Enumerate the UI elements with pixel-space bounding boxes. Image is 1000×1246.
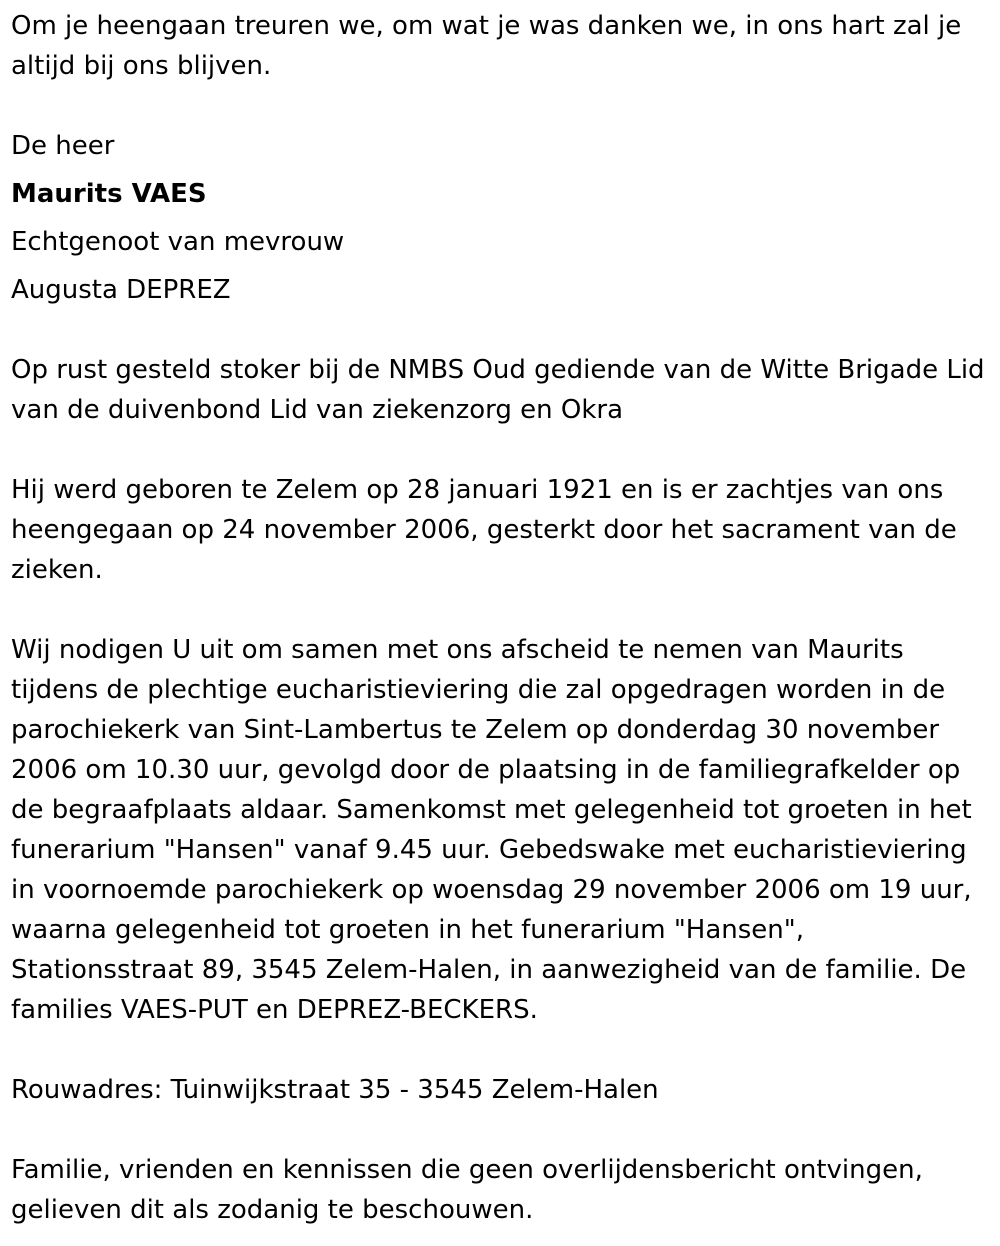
mourning-address: Rouwadres: Tuinwijkstraat 35 - 3545 Zelem-Halen (11, 1075, 659, 1105)
invitation-text: Wij nodigen U uit om samen met ons afscheid te nemen van Maurits tijdens de plechtige eucharistieviering die zal opgedragen worden in de parochiekerk van Sint-Lambertus te Zelem op donderdag 30 november 2006 om 10.30 uur, gevolgd door de plaatsing in de familiegrafkelder op de begraafplaats aldaar. Samenkomst met gelegenheid tot groeten in het funerarium "Hansen" vanaf 9.45 uur. Gebedswake met eucharistieviering in voornoemde parochiekerk op woensdag 29 november 2006 om 19 uur, waarna gelegenheid tot groeten in het funerarium "Hansen", Stationsstraat 89, 3545 Zelem-Halen, in aanwezigheid van de familie. De families VAES-PUT en DEPREZ-BECKERS. (11, 635, 972, 1025)
deceased-name: Maurits VAES (11, 179, 207, 209)
closing-text: Familie, vrienden en kennissen die geen overlijdensbericht ontvingen, gelieven dit als zodanig te beschouwen. (11, 1155, 923, 1225)
birth-death-text: Hij werd geboren te Zelem op 28 januari 1921 en is er zachtjes van ons heengegaan op 24 november 2006, gesterkt door het sacrament van de zieken. (11, 475, 957, 585)
spouse-label: Echtgenoot van mevrouw (11, 227, 345, 257)
affiliations-text: Op rust gesteld stoker bij de NMBS Oud gediende van de Witte Brigade Lid van de duivenbond Lid van ziekenzorg en Okra (11, 355, 985, 425)
intro-text: Om je heengaan treuren we, om wat je was danken we, in ons hart zal je altijd bij ons blijven. (11, 11, 962, 81)
spouse-name: Augusta DEPREZ (11, 275, 231, 305)
salutation: De heer (11, 131, 115, 161)
